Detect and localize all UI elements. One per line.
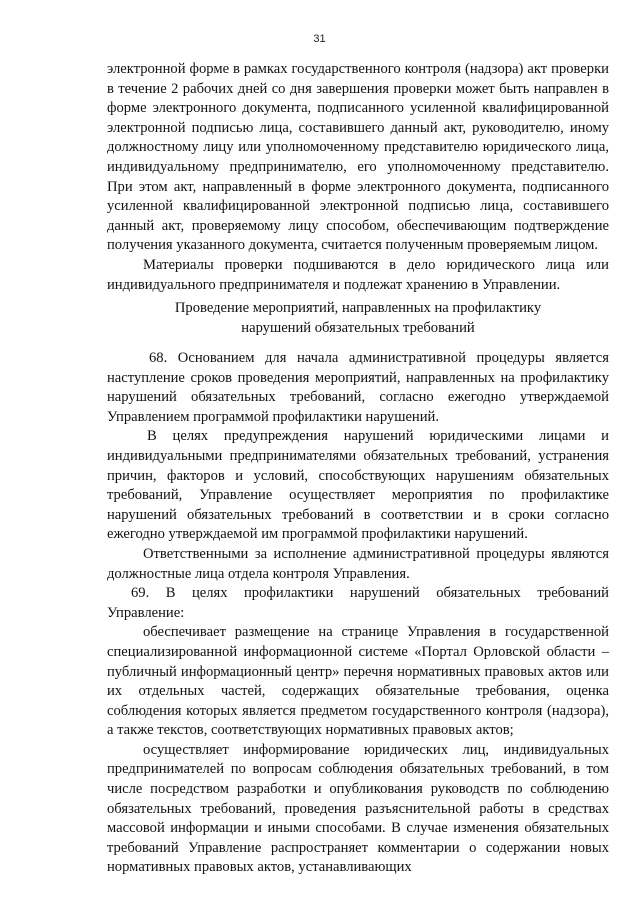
section-heading bbox=[107, 299, 609, 338]
paragraph-informing: осуществляет информирование юридических лиц, индивидуальных предпринимателей по вопросам соблюдения обязательных требований, в том числе посредством разработки и опубликования руководств по соблюдению обязательных требований, проведения разъяснительной работы в средствах массовой информации и иными способами. В случае изменения обязательных требований Управление распространяет комментарии о содержании новых нормативных правовых актов, устанавливающих bbox=[107, 741, 609, 876]
paragraph-act-delivery: электронной форме в рамках государственного контроля (надзора) акт проверки в течение 2 рабочих дней со дня завершения проверки может быть направлен в форме электронного документа, подписанного усиленной квалифицированной электронной подписью лица, составившего данный акт, руководителю, иному должностному лицу или уполномоченному представителю юридического лица, индивидуальному предпринимателю, его уполномоченному представителю. При этом акт, направленный в форме электронного документа, подписанного усиленной квалифицированной электронной подписью лица, составившего данный акт, проверяемому лицу способом, обеспечивающим подтверждение получения указанного документа, считается полученным проверяемым лицом. bbox=[107, 61, 609, 254]
section-heading-line-2: нарушений обязательных требований bbox=[241, 319, 475, 336]
paragraph-69: 69. В целях профилактики нарушений обязательных требований Управление: bbox=[107, 585, 609, 621]
paragraph-publication: обеспечивает размещение на странице Управления в государственной специализированной информационной системе «Портал Орловской области – публичный информационный центр» перечня нормативных правовых актов или их отдельных частей, содержащих обязательные требования, оценка соблюдения которых является предметом государственного контроля (надзора), а также текстов, соответствующих нормативных правовых актов; bbox=[107, 624, 609, 739]
prevention-section bbox=[107, 349, 609, 878]
paragraph-prevention-goals: В целях предупреждения нарушений юридическими лицами и индивидуальными предпринимателями обязательных требований, устранения причин, факторов и условий, способствующих нарушениям обязательных требований, Управление осуществляет мероприятия по профилактике нарушений обязательных требований в соответствии и в сроки согласно ежегодно утверждаемой им программой профилактики нарушений. bbox=[107, 428, 609, 543]
page-number: 31 bbox=[313, 33, 326, 45]
continued-section bbox=[107, 60, 609, 295]
section-heading-line-1: Проведение мероприятий, направленных на профилактику bbox=[174, 300, 542, 316]
paragraph-materials-storage: Материалы проверки подшиваются в дело юридического лица или индивидуального предпринимателя и подлежат хранению в Управлении. bbox=[107, 256, 609, 293]
paragraph-responsible-persons: Ответственными за исполнение административной процедуры являются должностные лица отдела контроля Управления. bbox=[107, 545, 609, 582]
paragraph-68: 68. Основанием для начала административной процедуры является наступление сроков проведения мероприятий, направленных на профилактику нарушений обязательных требований, согласно ежегодно утверждаемой Управлением программой профилактики нарушений. bbox=[107, 350, 609, 425]
